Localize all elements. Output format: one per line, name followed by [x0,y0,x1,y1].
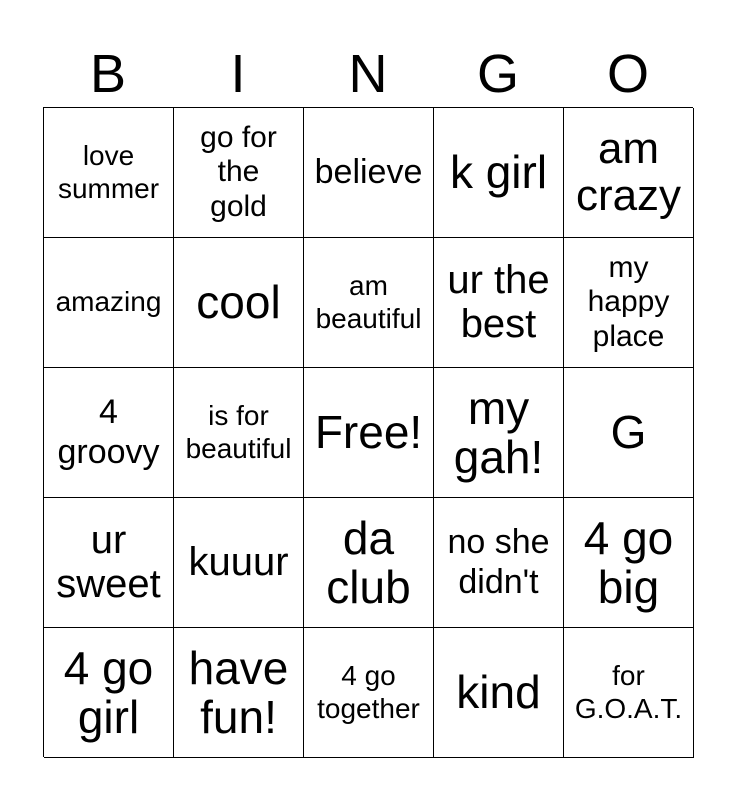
cell-text: my gah! [453,382,544,483]
bingo-cell[interactable] [44,108,174,238]
bingo-cell[interactable] [174,368,304,498]
header-letter-g: G [476,44,519,104]
cell-text: am beautiful [315,270,422,334]
cell-text: cool [196,276,281,329]
free-space[interactable] [304,368,434,498]
bingo-cell[interactable] [564,368,694,498]
bingo-cell[interactable] [564,628,694,758]
bingo-cell[interactable] [44,498,174,628]
bingo-board [43,107,693,757]
bingo-cell[interactable] [434,628,564,758]
bingo-cell[interactable] [304,238,434,368]
cell-text: k girl [449,146,548,199]
cell-text: love summer [57,140,160,204]
header-letter-b: B [89,44,127,104]
cell-text: ur sweet [56,518,161,606]
cell-text: am crazy [575,124,682,220]
bingo-cell[interactable] [304,628,434,758]
cell-text: 4 go big [583,512,674,613]
bingo-cell[interactable] [564,238,694,368]
header-letter-n: N [348,44,388,104]
cell-text: amazing [55,286,162,318]
bingo-header [43,40,693,108]
cell-text: is for beautiful [185,400,292,464]
bingo-cell[interactable] [434,368,564,498]
cell-text: no she didn't [447,523,550,601]
cell-text: G [610,406,647,459]
cell-text: da club [326,512,411,613]
cell-text: ur the best [447,258,550,346]
cell-text: for G.O.A.T. [574,660,683,724]
bingo-cell[interactable] [174,108,304,238]
bingo-cell[interactable] [174,238,304,368]
cell-text: go for the gold [200,120,277,223]
header-letter-o: O [606,44,649,104]
bingo-cell[interactable] [44,628,174,758]
bingo-cell[interactable] [304,108,434,238]
bingo-cell[interactable] [434,238,564,368]
bingo-cell[interactable] [44,238,174,368]
bingo-cell[interactable] [44,368,174,498]
bingo-cell[interactable] [304,498,434,628]
cell-text: my happy place [587,250,670,353]
cell-text: Free! [314,406,423,459]
header-letter-i: I [230,44,246,104]
cell-text: believe [314,152,423,191]
cell-text: kuuur [188,539,289,584]
cell-text: 4 go girl [63,642,154,743]
bingo-cell[interactable] [174,498,304,628]
bingo-cell[interactable] [434,108,564,238]
cell-text: kind [456,666,541,719]
bingo-cell[interactable] [174,628,304,758]
cell-text: have fun! [188,642,289,743]
bingo-cell[interactable] [564,498,694,628]
cell-text: 4 go together [317,660,420,724]
bingo-cell[interactable] [434,498,564,628]
cell-text: 4 groovy [57,393,160,471]
bingo-cell[interactable] [564,108,694,238]
